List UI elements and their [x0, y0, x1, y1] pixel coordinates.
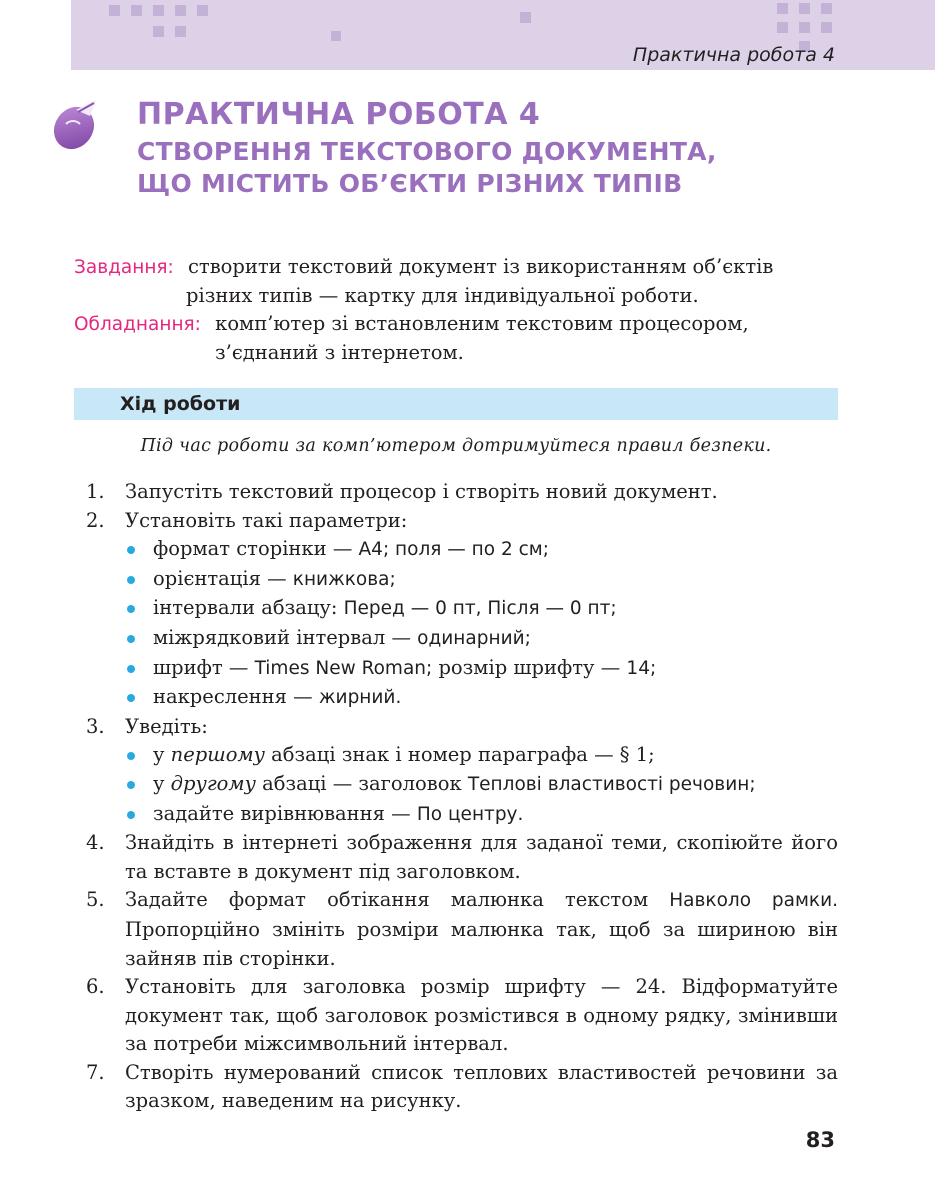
bullet-dot	[127, 605, 135, 613]
item-number: 6.	[86, 975, 105, 999]
decor-square	[777, 22, 788, 33]
bullet-value: По центру.	[416, 803, 524, 825]
decor-square	[109, 5, 120, 16]
task-text: створити текстовий документ із використанням об’єктів	[187, 255, 774, 278]
item-number: 7.	[86, 1060, 105, 1084]
decor-square	[153, 26, 164, 37]
page-subtitle-line1: СТВОРЕННЯ ТЕКСТОВОГО ДОКУМЕНТА,	[137, 137, 717, 166]
item-text: Запустіть текстовий процесор і створіть новий документ.	[125, 480, 718, 503]
bullet-value: 14;	[626, 657, 657, 679]
bullet-emphasis: другому	[170, 771, 256, 795]
equipment-row-cont	[74, 339, 838, 367]
bullet-item	[125, 565, 838, 595]
bullet-dot	[127, 811, 135, 819]
item-value: Навколо рамки.	[669, 890, 838, 912]
list-item	[80, 507, 838, 713]
decor-square	[777, 3, 788, 14]
section-bar	[74, 388, 838, 420]
bullet-dot	[127, 546, 135, 554]
task-row-cont	[74, 282, 838, 310]
list-item	[80, 478, 838, 507]
item-number: 4.	[86, 831, 105, 855]
page-subtitle-line2: ЩО МІСТИТЬ ОБ’ЄКТИ РІЗНИХ ТИПІВ	[137, 169, 683, 198]
pen-mouse-icon	[52, 98, 104, 152]
page-title: ПРАКТИЧНА РОБОТА 4	[137, 97, 541, 132]
list-item	[80, 829, 838, 886]
bullet-item	[125, 594, 838, 624]
decor-square	[153, 5, 164, 16]
bullet-text: абзаці знак і номер параграфа — § 1;	[264, 743, 655, 767]
section-title: Хід роботи	[120, 393, 241, 415]
decor-square	[799, 3, 810, 14]
decor-square	[331, 31, 341, 41]
decor-square	[799, 22, 810, 33]
bullet-text: абзаці — заголовок	[255, 771, 468, 795]
item-number: 1.	[86, 480, 105, 503]
decor-square	[175, 26, 186, 37]
item-text: Уведіть:	[125, 714, 208, 738]
bullet-text: шрифт —	[153, 655, 255, 679]
safety-note: Під час роботи за комп’ютером дотримуйтеся правил безпеки.	[140, 436, 772, 456]
bullet-item	[125, 741, 838, 770]
item-text: Установіть такі параметри:	[125, 508, 408, 532]
bullet-text: міжрядковий інтервал —	[153, 625, 418, 649]
bullet-dot	[127, 694, 135, 702]
bullet-value: одинарний;	[417, 627, 531, 649]
bullet-value: Перед — 0 пт, Після — 0 пт;	[343, 598, 617, 620]
item-number: 3.	[86, 714, 105, 738]
list-item	[80, 1059, 838, 1116]
bullet-text: формат сторінки —	[153, 537, 359, 561]
item-text: Пропорційно змініть розміри малюнка так, щоб за шириною він зайняв пів сторінки.	[125, 917, 838, 970]
item-text: Установіть для заголовка розмір шрифту — 24. Відформатуйте документ так, щоб заголовок розмістився в одному рядку, змінивши за потреби міжсимвольний інтервал.	[125, 975, 838, 1056]
bullet-value: Times New Roman;	[254, 657, 433, 679]
bullet-emphasis: першому	[170, 743, 265, 767]
equipment-label: Обладнання:	[74, 314, 201, 335]
bullet-item	[125, 770, 838, 800]
steps-list	[80, 478, 838, 1116]
bullet-item	[125, 654, 838, 684]
decor-square	[821, 22, 832, 33]
decor-square	[520, 12, 531, 23]
bullet-value: книжкова;	[292, 568, 396, 590]
bullet-text: накреслення —	[153, 685, 319, 709]
bullet-text: у	[153, 743, 171, 767]
decor-square	[175, 5, 186, 16]
list-item	[80, 886, 838, 973]
bullet-dot	[127, 576, 135, 584]
bullet-value: Теплові властивості речовин;	[467, 773, 756, 795]
equipment-text-cont: з’єднаний з інтернетом.	[215, 341, 464, 364]
bullet-dot	[127, 665, 135, 673]
title-block	[137, 98, 717, 200]
bullet-text: інтервали абзацу:	[153, 596, 344, 620]
item-number: 2.	[86, 508, 105, 532]
decor-square	[821, 3, 832, 14]
equipment-text: комп’ютер зі встановленим текстовим процесором,	[215, 312, 749, 335]
bullet-dot	[127, 752, 135, 760]
bullet-value: А4; поля — по 2 см;	[358, 539, 549, 561]
bullet-dot	[127, 635, 135, 643]
item-text: Знайдіть в інтернеті зображення для заданої теми, скопіюйте його та вставте в документ під заголовком.	[125, 831, 838, 883]
bullet-item	[125, 800, 838, 830]
bullet-item	[125, 683, 838, 713]
decor-square	[197, 5, 208, 16]
list-item	[80, 973, 838, 1059]
bullet-value: жирний.	[318, 687, 402, 709]
item-text: Задайте формат обтікання малюнка текстом	[125, 888, 670, 912]
task-block	[74, 253, 838, 367]
task-text-cont: різних типів — картку для індивідуальної роботи.	[186, 284, 699, 307]
running-title: Практична робота 4	[632, 44, 835, 66]
bullet-text: у	[153, 771, 171, 795]
equipment-row	[74, 310, 838, 339]
bullet-text: розмір шрифту —	[432, 655, 627, 679]
bullet-text: задайте вирівнювання —	[153, 801, 417, 825]
item-number: 5.	[86, 888, 105, 912]
bullet-item	[125, 535, 838, 565]
bullet-dot	[127, 781, 135, 789]
decor-square	[131, 5, 142, 16]
item-text: Створіть нумерований список теплових властивостей речовини за зразком, наведеним на рисунку.	[125, 1060, 838, 1113]
list-item	[80, 713, 838, 829]
page-number: 83	[805, 1128, 835, 1152]
bullet-item	[125, 624, 838, 654]
task-row	[74, 253, 838, 282]
task-label: Завдання:	[74, 257, 174, 278]
bullet-text: орієнтація —	[153, 566, 293, 590]
